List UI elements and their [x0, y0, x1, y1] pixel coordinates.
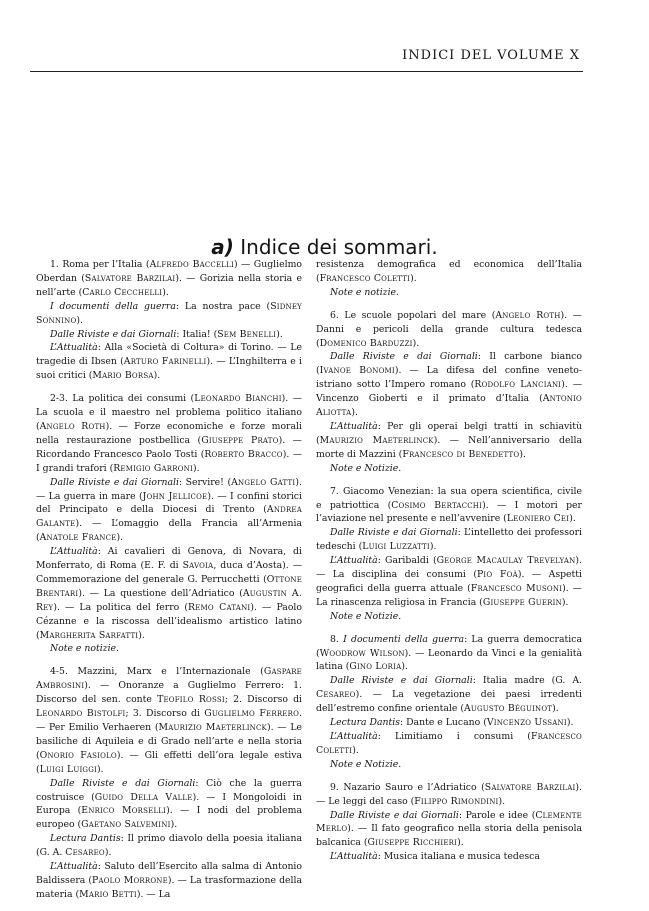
entry-paragraph: Dalle Riviste e dai Giornali: Il carbone bianco (Ivanoe Bonomi). — La difesa del confine veneto-istriano sotto l’Impero romano (Rodolfo Lanciani). — Vincenzo Gioberti e il primato d’Italia (Antonio Aliotta). [316, 351, 582, 419]
note-e-notizie: Note e notizie. [50, 643, 120, 655]
entry-paragraph: L’Attualità: Per gli operai belgi tratti in schiavitù (Maurizio Maeterlinck). — Nell’anniversario della morte di Mazzini (Francesco di Benedetto). [316, 420, 582, 460]
entry-paragraph: 8. I documenti della guerra: La guerra democratica (Woodrow Wilson). — Leonardo da Vinci e la genialità latina (Gino Loria). [316, 633, 582, 673]
index-entry-1 [36, 258, 302, 383]
entry-paragraph: L’Attualità: Saluto dell’Esercito alla salma di Antonio Baldissera (Paolo Morrone). — La trasformazione della materia (Mario Betti). — La [36, 861, 303, 900]
entry-paragraph: L’Attualità: Ai cavalieri di Genova, di Novara, di Monferrato, di Roma (E. F. di Savoia, duca d’Aosta). — Commemorazione del generale G. Perrucchetti (Ottone Brentari). — La questione dell’Adriatico (Augustin A. Rey). — La politica del ferro (Remo Catani). — Paolo Cézanne e la riscossa dell’idealismo artistico latino (Margherita Sarfatti). [36, 546, 302, 641]
header-rule [30, 71, 583, 72]
index-entry-9 [316, 781, 582, 864]
entry-paragraph: 2-3. La politica dei consumi (Leonardo Bianchi). — La scuola e il maestro nel problema politico italiano (Angelo Roth). — Forze economiche e forze morali nella restaurazione postbellica (Giuseppe Prato). — Ricordando Francesco Paolo Tosti (Roberto Bracco). — I grandi trafori (Remigio Garroni). [36, 393, 302, 474]
section-title [0, 235, 649, 259]
entry-paragraph: Dalle Riviste e dai Giornali: Italia madre (G. A. Cesareo). — La vegetazione dei paesi irredenti dell’estremo confine orientale (Augusto Béguinot). [316, 675, 582, 715]
index-entry-8 [316, 633, 582, 772]
note-e-notizie: Note e Notizie. [330, 462, 402, 474]
entry-paragraph: Dalle Riviste e dai Giornali: Parole e idee (Clemente Merlo). — Il fato geografico nella storia della penisola balcanica (Giuseppe Ricchieri). [316, 809, 582, 849]
entry-paragraph: I documenti della guerra: La nostra pace (Sidney Sonnino). [36, 300, 302, 326]
index-entry-continuation [316, 258, 582, 300]
entry-paragraph: Lectura Dantis: Il primo diavolo della poesia italiana (G. A. Cesareo). [36, 833, 302, 859]
entry-paragraph: 6. Le scuole popolari del mare (Angelo Roth). — Danni e pericoli della grande cultura tedesca (Domenico Barduzzi). [316, 309, 582, 349]
left-column [36, 258, 302, 911]
index-entry-6 [316, 309, 582, 476]
entry-paragraph: 4-5. Mazzini, Marx e l’Internazionale (Gaspare Ambrosini). — Onoranze a Guglielmo Ferrero: 1. Discorso del sen. conte Teofilo Rossi; 2. Discorso di Leonardo Bistolfi; 3. Discorso di Guglielmo Ferrero. — Per Emilio Verhaeren (Maurizio Maeterlinck). — Le basiliche di Aquileia e di Grado nell’arte e nella storia (Onorio Fasiolo). — Gli effetti dell’ora legale estiva (Luigi Luiggi). [36, 666, 303, 775]
entry-paragraph: L’Attualità: Garibaldi (George Macaulay Trevelyan). — La disciplina dei consumi (Pio Foà). — Aspetti geografici della guerra attuale (Francesco Musoni). — La rinascenza religiosa in Francia (Giuseppe Guerin). [316, 555, 582, 608]
entry-paragraph: Lectura Dantis: Dante e Lucano (Vincenzo Ussani). [330, 717, 574, 729]
section-letter: a) [211, 235, 234, 260]
right-column [316, 258, 582, 873]
entry-paragraph: Dalle Riviste e dai Giornali: Ciò che la guerra costruisce (Guido Della Valle). — I Mongoloidi in Europa (Enrico Morselli). — I nodi del problema europeo (Gaetano Salvemini). [36, 777, 302, 831]
running-head: INDICI DEL VOLUME X [402, 48, 580, 63]
entry-paragraph: 7. Giacomo Venezian: la sua opera scientifica, civile e patriottica (Cosimo Bertacchi). — I motori per l’aviazione nel presente e nell’avvenire (Leoniero Cei). [316, 485, 582, 525]
entry-paragraph: 9. Nazario Sauro e l’Adriatico (Salvatore Barzilai). — Le leggi del caso (Filippo Rimondini). [316, 781, 583, 807]
index-entry-7 [316, 485, 582, 624]
entry-paragraph: L’Attualità: Musica italiana e musica tedesca [330, 851, 540, 863]
entry-paragraph: resistenza demografica ed economica dell’Italia (Francesco Coletti). [316, 259, 582, 284]
entry-paragraph: Dalle Riviste e dai Giornali: Italia! (Sem Benelli). [50, 328, 283, 340]
entry-paragraph: Dalle Riviste e dai Giornali: Servire! (Angelo Gatti). — La guerra in mare (John Jellicoe). — I confini storici del Principato e della Diocesi di Trento (Andrea Galante). — L’omaggio della Francia all’Armenia (Anatole France). [36, 476, 302, 544]
index-entry-3 [36, 665, 302, 901]
entry-paragraph: L’Attualità: Alla «Società di Coltura» di Torino. — Le tragedie di Ibsen (Arturo Farinelli). — L’Inghilterra e i suoi critici (Mario Borsa). [36, 342, 303, 382]
index-entry-2 [36, 392, 302, 656]
note-e-notizie: Note e Notizie. [330, 610, 402, 622]
entry-paragraph: 1. Roma per l’Italia (Alfredo Baccelli) — Guglielmo Oberdan (Salvatore Barzilai). — Gorizia nella storia e nell’arte (Carlo Cecchelli). [36, 259, 302, 298]
note-e-notizie: Note e notizie. [330, 286, 400, 298]
entry-paragraph: Dalle Riviste e dai Giornali: L’intelletto dei professori tedeschi (Luigi Luzzatti). [316, 527, 582, 553]
entry-paragraph: L’Attualità: Limitiamo i consumi (Francesco Coletti). [316, 731, 582, 756]
note-e-notizie: Note e Notizie. [330, 758, 402, 770]
section-title-text: Indice dei sommari. [240, 235, 438, 260]
